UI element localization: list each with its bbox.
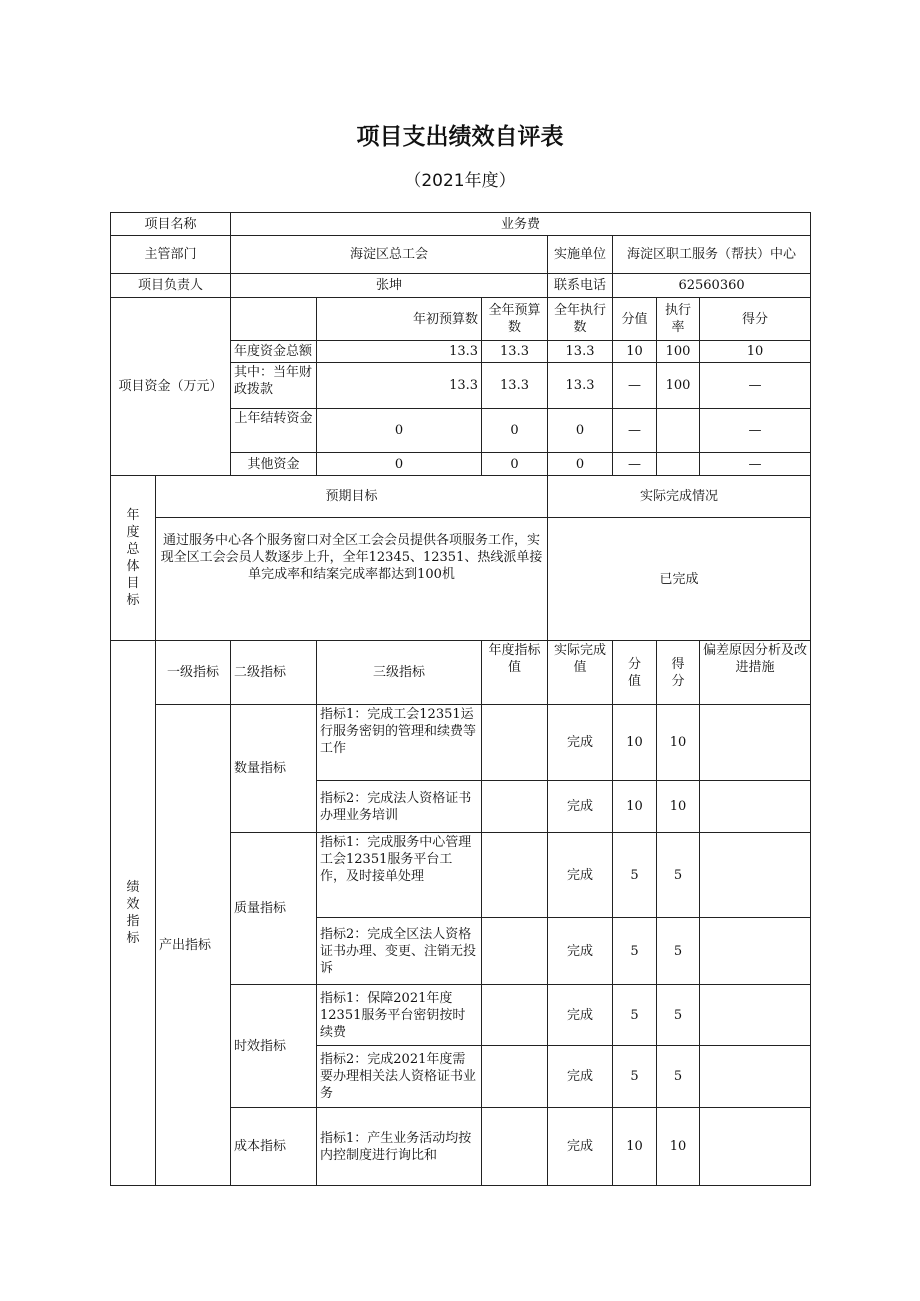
ind-item-got: 10	[657, 1108, 700, 1186]
funds-cell: 13.3	[548, 341, 613, 363]
funds-cell: 0	[548, 453, 613, 476]
ind-header-got: 得分	[657, 641, 700, 705]
ind-item-got: 5	[657, 985, 700, 1046]
funds-cell: —	[700, 409, 811, 453]
funds-row-label: 其中：当年财政拨款	[231, 363, 317, 409]
funds-cell	[657, 453, 700, 476]
ind-item-actual: 完成	[548, 918, 613, 985]
row-goal-header	[111, 476, 811, 518]
label-phone: 联系电话	[548, 274, 613, 298]
ind-group-timeliness: 时效指标	[231, 985, 317, 1108]
ind-item-text: 指标1：产生业务活动均按内控制度进行询比和	[317, 1108, 482, 1186]
ind-item-reason	[700, 705, 811, 781]
ind-header-level2: 二级指标	[231, 641, 317, 705]
ind-group-quality: 质量指标	[231, 833, 317, 985]
value-department: 海淀区总工会	[231, 236, 548, 274]
ind-item-actual: 完成	[548, 985, 613, 1046]
ind-header-level1: 一级指标	[156, 641, 231, 705]
funds-header-empty	[231, 298, 317, 341]
funds-row-label: 年度资金总额	[231, 341, 317, 363]
funds-cell: —	[613, 453, 657, 476]
label-annual-goal: 年度总体目标	[111, 476, 156, 641]
row-department	[111, 236, 811, 274]
funds-header-rate: 执行率	[657, 298, 700, 341]
funds-cell: —	[613, 363, 657, 409]
ind-item-actual: 完成	[548, 1108, 613, 1186]
value-phone: 62560360	[613, 274, 811, 298]
page-title: 项目支出绩效自评表	[356, 124, 564, 150]
ind-item-reason	[700, 985, 811, 1046]
ind-item-text: 指标1：完成工会12351运行服务密钥的管理和续费等工作	[317, 705, 482, 781]
funds-cell: 0	[482, 453, 548, 476]
ind-item-text: 指标2：完成2021年度需要办理相关法人资格证书业务	[317, 1046, 482, 1108]
ind-item-score: 5	[613, 918, 657, 985]
ind-item-actual: 完成	[548, 1046, 613, 1108]
value-leader: 张坤	[231, 274, 548, 298]
funds-cell: —	[613, 409, 657, 453]
funds-header-executed: 全年执行数	[548, 298, 613, 341]
funds-header-annual: 全年预算数	[482, 298, 548, 341]
funds-row-label: 其他资金	[231, 453, 317, 476]
ind-header-actual: 实际完成值	[548, 641, 613, 705]
funds-cell: 13.3	[548, 363, 613, 409]
funds-cell: 10	[613, 341, 657, 363]
ind-item-actual: 完成	[548, 781, 613, 833]
value-implementer: 海淀区职工服务（帮扶）中心	[613, 236, 811, 274]
label-project-name: 项目名称	[111, 213, 231, 236]
ind-group-quantity: 数量指标	[231, 705, 317, 833]
ind-item-text: 指标1：保障2021年度12351服务平台密钥按时续费	[317, 985, 482, 1046]
ind-item-target	[482, 833, 548, 918]
ind-item-score: 5	[613, 833, 657, 918]
table-row	[111, 705, 811, 781]
row-project-name	[111, 213, 811, 236]
label-perf-indicators: 绩效指标	[111, 641, 156, 1186]
ind-item-actual: 完成	[548, 705, 613, 781]
row-goal-content	[111, 518, 811, 641]
goal-expected-header: 预期目标	[156, 476, 548, 518]
ind-item-score: 5	[613, 985, 657, 1046]
funds-cell: 100	[657, 363, 700, 409]
ind-item-text: 指标2：完成法人资格证书办理业务培训	[317, 781, 482, 833]
ind-item-got: 10	[657, 781, 700, 833]
value-project-name: 业务费	[231, 213, 811, 236]
funds-cell: 13.3	[317, 363, 482, 409]
ind-item-reason	[700, 918, 811, 985]
self-evaluation-table	[110, 212, 811, 1186]
ind-item-got: 5	[657, 918, 700, 985]
ind-item-actual: 完成	[548, 833, 613, 918]
funds-cell: 10	[700, 341, 811, 363]
ind-item-reason	[700, 1108, 811, 1186]
row-leader	[111, 274, 811, 298]
funds-cell: 0	[482, 409, 548, 453]
ind-item-reason	[700, 833, 811, 918]
ind-item-target	[482, 918, 548, 985]
page-subtitle: （2021年度）	[404, 171, 516, 191]
ind-group-cost: 成本指标	[231, 1108, 317, 1186]
ind-item-text: 指标1：完成服务中心管理工会12351服务平台工作，及时接单处理	[317, 833, 482, 918]
ind-item-target	[482, 1046, 548, 1108]
label-funds: 项目资金（万元）	[111, 298, 231, 476]
ind-item-target	[482, 1108, 548, 1186]
ind-item-score: 10	[613, 1108, 657, 1186]
goal-actual-header: 实际完成情况	[548, 476, 811, 518]
ind-item-got: 5	[657, 833, 700, 918]
funds-cell: —	[700, 453, 811, 476]
goal-expected-text: 通过服务中心各个服务窗口对全区工会会员提供各项服务工作，实现全区工会会员人数逐步上升，全年12345、12351、热线派单接单完成率和结案完成率都达到100机	[156, 518, 548, 641]
ind-header-score: 分值	[613, 641, 657, 705]
funds-row-label: 上年结转资金	[231, 409, 317, 453]
row-indicators-header	[111, 641, 811, 705]
funds-cell	[657, 409, 700, 453]
funds-cell: 0	[317, 409, 482, 453]
funds-cell: 13.3	[317, 341, 482, 363]
funds-cell: —	[700, 363, 811, 409]
ind-level1-output: 产出指标	[156, 705, 231, 1186]
ind-item-score: 10	[613, 781, 657, 833]
funds-cell: 0	[548, 409, 613, 453]
ind-item-got: 5	[657, 1046, 700, 1108]
goal-actual-text: 已完成	[548, 518, 811, 641]
label-department: 主管部门	[111, 236, 231, 274]
funds-cell: 100	[657, 341, 700, 363]
label-implementer: 实施单位	[548, 236, 613, 274]
funds-header-initial: 年初预算数	[317, 298, 482, 341]
ind-item-target	[482, 985, 548, 1046]
ind-item-score: 5	[613, 1046, 657, 1108]
ind-header-level3: 三级指标	[317, 641, 482, 705]
funds-cell: 13.3	[482, 363, 548, 409]
label-leader: 项目负责人	[111, 274, 231, 298]
ind-item-reason	[700, 1046, 811, 1108]
ind-item-got: 10	[657, 705, 700, 781]
ind-item-reason	[700, 781, 811, 833]
row-funds-header	[111, 298, 811, 341]
funds-header-got: 得分	[700, 298, 811, 341]
ind-item-target	[482, 781, 548, 833]
ind-item-target	[482, 705, 548, 781]
ind-item-score: 10	[613, 705, 657, 781]
ind-header-reason: 偏差原因分析及改进措施	[700, 641, 811, 705]
funds-header-score: 分值	[613, 298, 657, 341]
funds-cell: 0	[317, 453, 482, 476]
funds-cell: 13.3	[482, 341, 548, 363]
ind-item-text: 指标2：完成全区法人资格证书办理、变更、注销无投诉	[317, 918, 482, 985]
ind-header-target: 年度指标值	[482, 641, 548, 705]
